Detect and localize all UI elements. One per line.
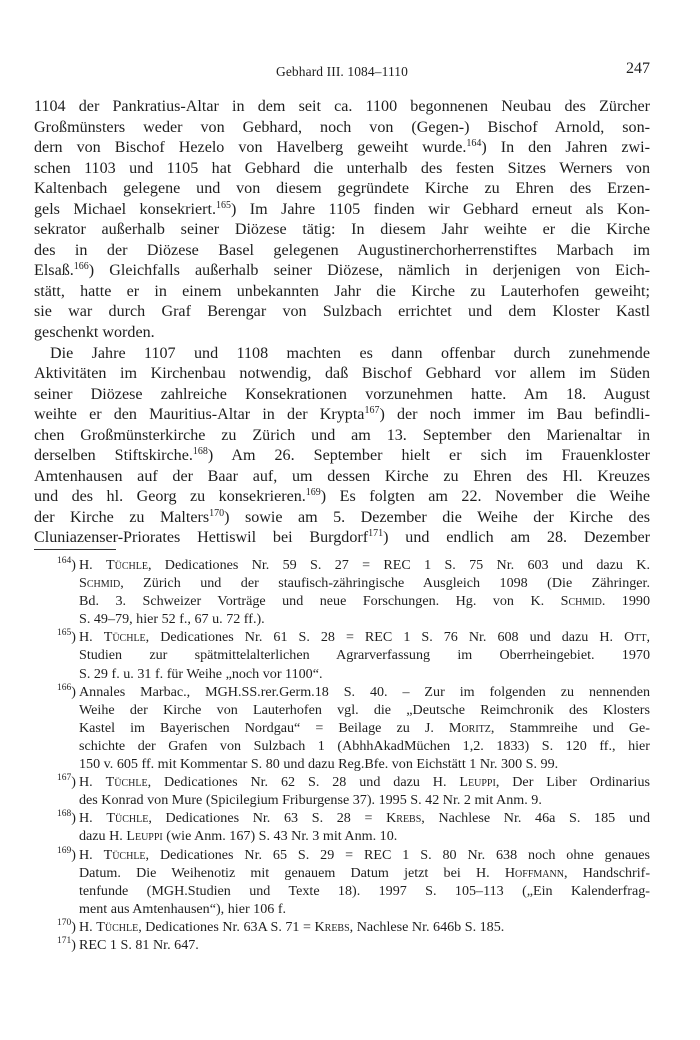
footnote-line: tenfunde (MGH.Studien und Texte 18). 1997 S. 105–113 („Ein Kalenderfrag- (79, 882, 650, 899)
footnote-line: H. Tüchle, Dedicationes Nr. 63 S. 28 = Krebs, Nachlese Nr. 46a S. 185 und (79, 810, 650, 827)
body-line: chen Großmünsterkirche zu Zürich und am 13. September den Marienaltar in (34, 426, 650, 444)
footnote-number: $^{168}$) (57, 809, 76, 827)
footnote-number-value: 171 (57, 935, 72, 946)
body-line: Amtenhausen auf der Baar auf, um dessen Kirche zu Ehren des Hl. Kreuzes (34, 467, 650, 485)
body-line: seiner Diözese zahlreiche Konsekrationen vorzunehmen hatte. Am 18. August (34, 385, 650, 403)
body-line: Aktivitäten im Kirchenbau notwendig, daß Bischof Gebhard vor allem im Süden (34, 365, 650, 383)
body-line: und des hl. Georg zu konsekrieren.$^{169}$) Es folgten am 22. November die Weihe (34, 487, 650, 506)
footnote-number-value: 168 (57, 809, 72, 820)
body-line: Elsaß.$^{166}$) Gleichfalls außerhalb seiner Diözese, nämlich in derjenigen von Eich- (34, 261, 650, 280)
body-line: Die Jahre 1107 und 1108 machten es dann offenbar durch zunehmende (50, 344, 650, 362)
footnote (34, 846, 650, 864)
footnote-line: REC 1 S. 81 Nr. 647. (79, 936, 199, 953)
footnote-line: S. 29 f. u. 31 f. für Weihe „noch vor 1100“. (79, 665, 323, 682)
footnote-line: H. Tüchle, Dedicationes Nr. 61 S. 28 = REC 1 S. 76 Nr. 608 und dazu H. Ott, (79, 629, 651, 646)
footnote-line: Datum. Die Weihenotiz mit genauem Datum jetzt bei H. Hoffmann, Handschrif- (79, 864, 651, 881)
footnote-line: Studien zur spätmittelalterlichen Agrarverfassung im Oberrheingebiet. 1970 (79, 647, 650, 664)
footnote (34, 936, 650, 954)
footnote-number: $^{169}$) (57, 845, 76, 863)
footnote-number: $^{166}$) (57, 682, 76, 700)
body-line: weihte er den Mauritius-Altar in der Krypta$^{167}$) der noch immer im Bau befindli- (34, 405, 650, 424)
footnote-number: $^{170}$) (57, 917, 76, 935)
footnote-line: H. Tüchle, Dedicationes Nr. 65 S. 29 = REC 1 S. 80 Nr. 638 noch ohne genaues (79, 846, 650, 863)
footnote-number: $^{165}$) (57, 628, 76, 646)
body-line: derselben Stiftskirche.$^{168}$) Am 26. September hielt er sich im Frauenkloster (34, 446, 650, 465)
footnote (34, 809, 650, 827)
footnote (34, 628, 650, 646)
footnotes (34, 556, 650, 954)
footnote-number-value: 166 (57, 682, 72, 693)
footnote-line: ment aus Amtenhausen“), hier 106 f. (79, 900, 287, 917)
body-line: Kaltenbach gelegene und von diesem gegründete Kirche zu Ehren des Erzen- (34, 180, 650, 198)
body-line: Großmünsters weder von Gebhard, noch von (Gegen-) Bischof Arnold, son- (34, 118, 650, 136)
footnote-number-value: 164 (57, 556, 72, 566)
footnote (34, 773, 650, 791)
footnote-rule (34, 549, 116, 550)
body-line: 1104 der Pankratius-Altar in dem seit ca. 1100 begonnenen Neubau des Zürcher (34, 98, 650, 115)
body-line: des in der Diözese Basel gelegenen Augustinerchorherrenstiftes Marbach im (34, 241, 650, 259)
footnote-number-value: 170 (57, 917, 72, 928)
body-line: dern von Bischof Hezelo von Havelberg geweiht wurde.$^{164}$) In den Jahren zwi- (34, 138, 650, 157)
body-text (34, 97, 650, 549)
body-line: geschenkt worden. (34, 324, 155, 342)
body-line: Cluniazenser-Priorates Hettiswil bei Burgdorf$^{171}$) und endlich am 28. Dezember (34, 528, 650, 547)
footnote (34, 683, 650, 701)
footnote (34, 918, 650, 936)
footnote-number-value: 167 (57, 773, 72, 784)
footnote-line: Schmid, Zürich und der staufisch-zähringische Ausgleich 1098 (Die Zähringer. (79, 575, 650, 592)
footnote-line: 150 v. 605 ff. mit Kommentar S. 80 und dazu Reg.Bfe. von Eichstätt 1 Nr. 300 S. 99. (79, 756, 559, 773)
footnote-line: H. Tüchle, Dedicationes Nr. 59 S. 27 = REC 1 S. 75 Nr. 603 und dazu K. (79, 557, 650, 573)
footnote (34, 556, 650, 574)
footnote-line: dazu H. Leuppi (wie Anm. 167) S. 43 Nr. 3 mit Anm. 10. (79, 828, 398, 845)
footnote-number-value: 165 (57, 628, 72, 639)
body-line: sekrator außerhalb seiner Diözese tätig: In diesem Jahr weihte er die Kirche (34, 221, 650, 239)
body-line: der Kirche zu Malters$^{170}$) sowie am 5. Dezember die Weihe der Kirche des (34, 507, 650, 526)
footnote-line: H. Tüchle, Dedicationes Nr. 62 S. 28 und dazu H. Leuppi, Der Liber Ordinarius (79, 774, 650, 791)
footnote-line: Kastel im Bayerischen Nordgau“ = Beilage zu J. Moritz, Stammreihe und Ge- (79, 719, 650, 736)
footnote-number-value: 169 (57, 845, 72, 856)
body-line: sie war durch Graf Berengar von Sulzbach errichtet und dem Kloster Kastl (34, 303, 650, 321)
footnote-number: $^{171}$) (57, 935, 76, 953)
body-line: schen 1103 und 1105 hat Gebhard die unterhalb des festen Sitzes Werners von (34, 159, 650, 177)
body-line: stätt, hatte er in einem unbekannten Jahr die Kirche zu Lauterhofen geweiht; (34, 282, 650, 300)
footnote-line: Annales Marbac., MGH.SS.rer.Germ.18 S. 40. – Zur im folgenden zu nennenden (79, 683, 650, 700)
footnote-line: H. Tüchle, Dedicationes Nr. 63A S. 71 = Krebs, Nachlese Nr. 646b S. 185. (79, 918, 505, 935)
running-title: Gebhard III. 1084–1110 (275, 64, 409, 79)
running-head (34, 60, 650, 82)
footnote-number: $^{167}$) (57, 773, 76, 791)
footnote-number: $^{164}$) (57, 556, 76, 573)
body-line: gels Michael konsekriert.$^{165}$) Im Jahre 1105 finden wir Gebhard erneut als Kon- (34, 199, 650, 218)
footnote-line: schichte der Grafen von Sulzbach 1 (AbhhAkadMüchen 1,2. 1833) S. 120 ff., hier (79, 737, 650, 754)
page-number: 247 (626, 60, 650, 77)
footnote-line: S. 49–79, hier 52 f., 67 u. 72 ff.). (79, 611, 265, 628)
footnote-line: des Konrad von Mure (Spicilegium Friburgense 37). 1995 S. 42 Nr. 2 mit Anm. 9. (79, 792, 542, 809)
footnote-line: Weihe der Kirche von Lauterhofen vgl. die „Deutsche Reimchronik des Klosters (79, 701, 650, 718)
footnote-line: Bd. 3. Schweizer Vorträge und neue Forschungen. Hg. von K. Schmid. 1990 (79, 593, 650, 610)
